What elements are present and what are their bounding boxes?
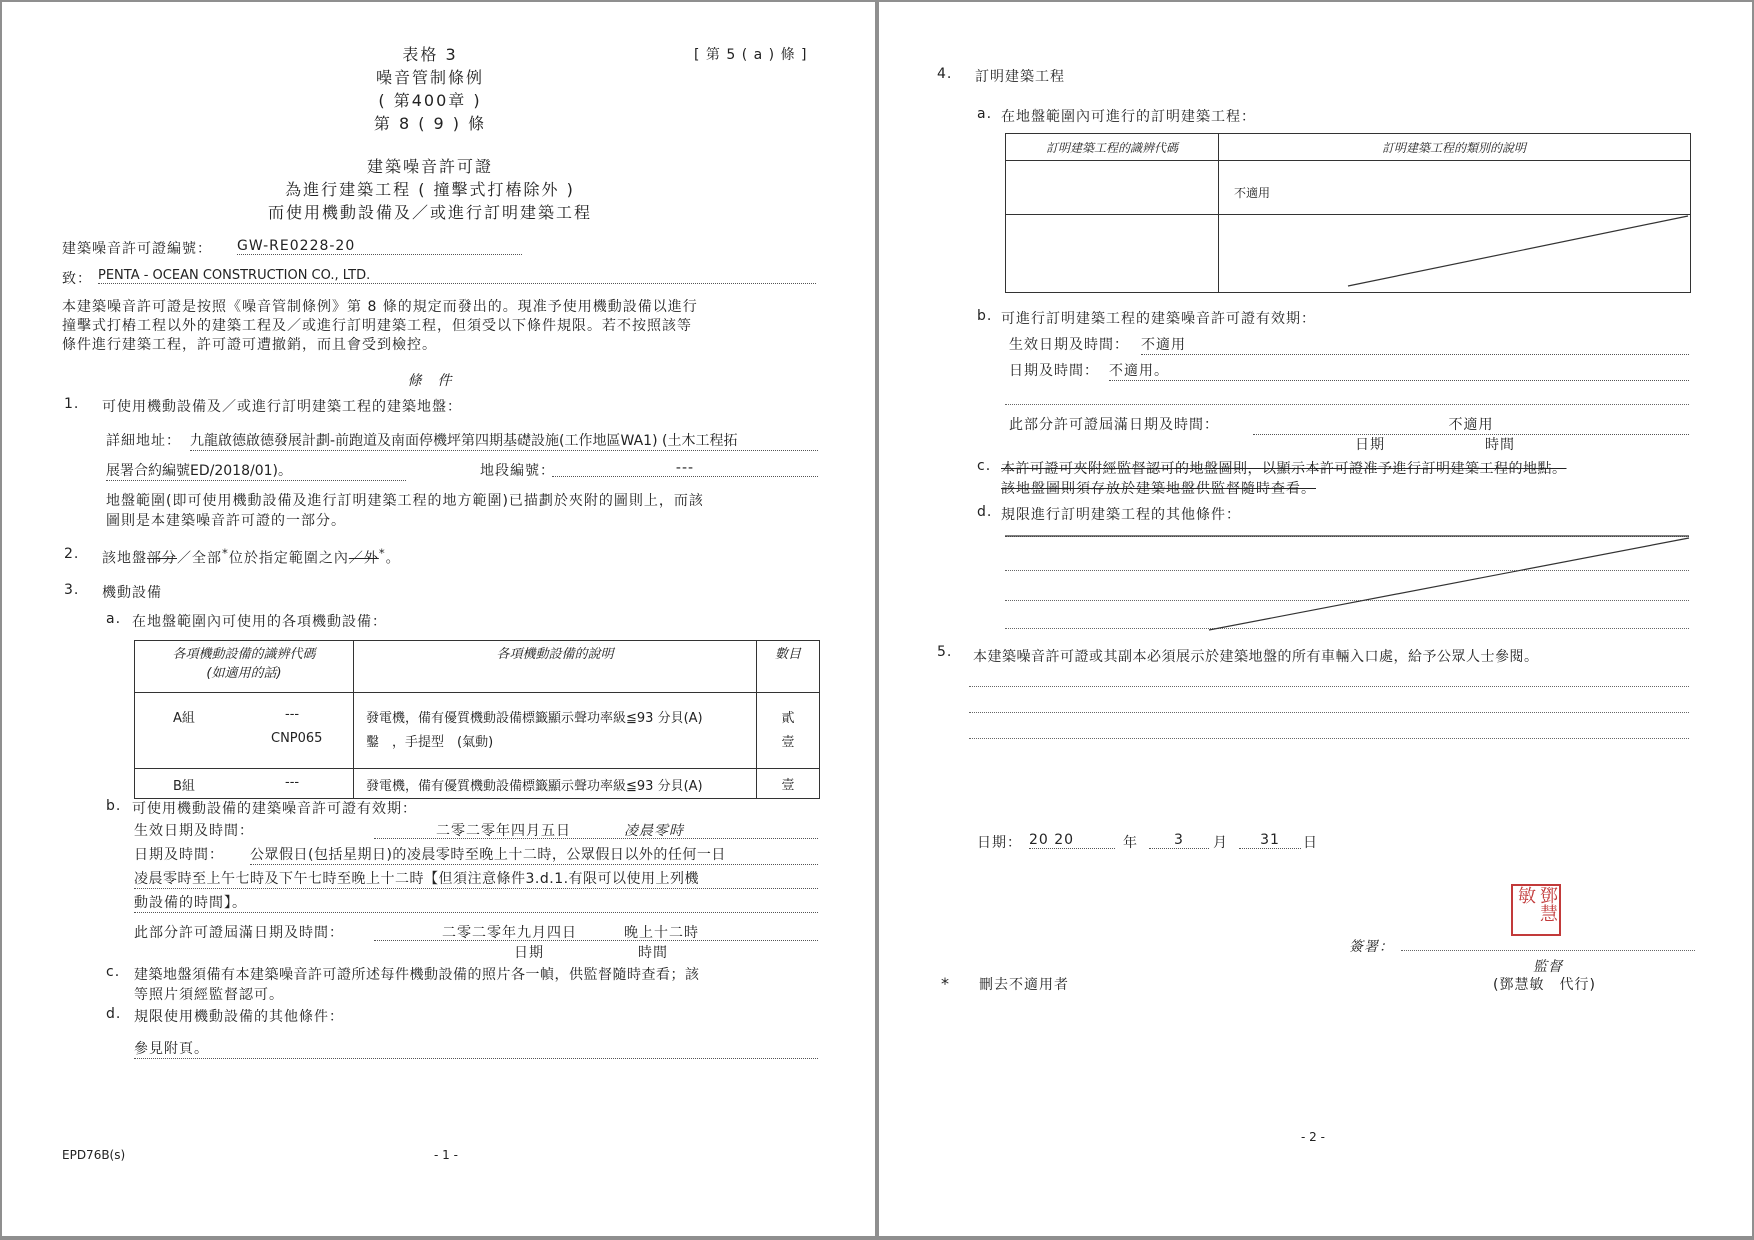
supervisor-title: 監督 <box>1533 959 1563 975</box>
equipment-expiry-time: 晚上十二時 <box>624 925 699 941</box>
c4-d-text: 規限進行訂明建築工程的其他條件： <box>1001 507 1241 523</box>
row-2-desc: 鑿 ，手提型 (氣動) <box>366 735 494 750</box>
works-expiry-label: 此部分許可證屆滿日期及時間： <box>1009 417 1219 433</box>
condition-4-title: 訂明建築工程 <box>975 69 1065 85</box>
issue-date-month: 3 <box>1149 832 1209 849</box>
c4-c-line-2: 該地盤圖則須存放於建築地盤供監督隨時查看。 <box>1001 481 1316 497</box>
code-header-line-1: 各項機動設備的識辨代碼 <box>172 647 316 662</box>
works-start-value: 不適用 <box>1141 334 1689 355</box>
day-label: 日 <box>1303 835 1318 851</box>
form-title: 表格 3 <box>402 45 458 64</box>
equipment-period-line-1: 公眾假日(包括星期日)的凌晨零時至晚上十二時，公眾假日以外的任何一日 <box>250 844 818 865</box>
c2-struck-outside: ／外 <box>348 550 379 567</box>
addressee-label: 致： <box>62 271 92 287</box>
permit-subtitle-1: 為進行建築工程 ( 撞擊式打樁除外 ) <box>285 180 575 199</box>
condition-5-text: 本建築噪音許可證或其副本必須展示於建築地盤的所有車輛入口處，給予公眾人士參閱。 <box>973 649 1539 665</box>
section-reference: [ 第 5 ( a ) 條 ] <box>694 47 808 63</box>
works-start-label: 生效日期及時間： <box>1009 337 1129 353</box>
c2-text-c: 位於指定範圍之內 <box>228 550 349 567</box>
equipment-expiry-date: 二零二零年九月四日 <box>442 925 577 941</box>
works-period-value: 不適用。 <box>1109 360 1689 381</box>
lot-number-label: 地段編號： <box>480 463 555 479</box>
works-code-header: 訂明建築工程的識辨代碼 <box>1045 141 1178 155</box>
condition-3-number: 3. <box>64 582 80 598</box>
works-date-caption: 日期 <box>1355 437 1385 453</box>
condition-2-text <box>102 546 401 568</box>
c2-asterisk: * <box>222 546 229 560</box>
blank-line <box>1005 404 1689 405</box>
permit-title: 建築噪音許可證 <box>366 157 494 176</box>
equipment-start-time: 凌晨零時 <box>624 823 684 839</box>
row-2-code: CNP065 <box>271 731 323 746</box>
condition-1-text: 可使用機動設備及／或進行訂明建築工程的建築地盤： <box>102 399 462 415</box>
conditions-strike-line <box>1005 532 1695 642</box>
works-desc-header: 訂明建築工程的類別的說明 <box>1381 141 1526 155</box>
row-3-desc: 發電機，備有優質機動設備標籤顯示聲功率級≦93 分貝(A) <box>366 779 703 794</box>
equipment-start-date: 二零二零年四月五日 <box>436 823 571 839</box>
issue-date-label: 日期： <box>977 835 1022 851</box>
addressee: PENTA - OCEAN CONSTRUCTION CO., LTD. <box>98 268 816 284</box>
c4-a-text: 在地盤範圍內可進行的訂明建築工程： <box>1001 109 1256 125</box>
equipment-code-header <box>135 641 354 693</box>
section: 第 8 ( 9 ) 條 <box>373 114 487 133</box>
condition-1-number: 1. <box>64 396 80 412</box>
row-3-code: --- <box>285 775 300 790</box>
document-page-1 <box>2 2 875 1236</box>
conditions-title: 條 件 <box>407 373 453 389</box>
c3-c-line-1: 建築地盤須備有本建築噪音許可證所述每件機動設備的照片各一幀，供監督隨時查看；該 <box>134 967 700 983</box>
site-text-2: 圖則是本建築噪音許可證的一部分。 <box>106 513 346 529</box>
c3-d-label: d. <box>106 1006 122 1022</box>
page-number-2: - 2 - <box>1301 1130 1325 1144</box>
row-2-qty: 壹 <box>781 735 795 750</box>
equipment-table <box>134 640 820 799</box>
issue-date-day: 31 <box>1239 832 1301 849</box>
c3-d-text: 規限使用機動設備的其他條件： <box>134 1009 344 1025</box>
equipment-period-line-3: 動設備的時間】。 <box>134 892 818 913</box>
condition-4-number: 4. <box>937 66 953 82</box>
c3-d-value: 參見附頁。 <box>134 1038 818 1059</box>
row-1-group: A組 <box>173 711 195 726</box>
lot-number: --- <box>552 460 818 477</box>
c2-text-b: ／全部 <box>177 550 222 567</box>
equipment-period-label: 日期及時間： <box>134 847 224 863</box>
signature-label: 簽署： <box>1349 939 1394 955</box>
equipment-start-value <box>374 820 818 839</box>
c3-a-text: 在地盤範圍內可使用的各項機動設備： <box>132 614 387 630</box>
c3-b-text: 可使用機動設備的建築噪音許可證有效期： <box>132 801 417 817</box>
signature-line <box>1401 950 1695 951</box>
table-row-3-code <box>135 769 354 799</box>
condition-5-number: 5. <box>937 644 953 660</box>
blank-line <box>969 686 1689 687</box>
c2-text-a: 該地盤 <box>102 550 147 567</box>
code-header-line-2: (如適用的話) <box>206 666 282 681</box>
equipment-period-line-2: 凌晨零時至上午七時及下午七時至晚上十二時【但須注意條件3.d.1.有限可以使用上列機 <box>134 868 818 889</box>
document-page-2 <box>879 2 1752 1236</box>
month-label: 月 <box>1213 835 1228 851</box>
row-3-group: B組 <box>173 779 195 794</box>
c3-c-label: c. <box>106 964 121 980</box>
c3-c-line-2: 等照片須經監督認可。 <box>134 987 284 1003</box>
address-line-1: 九龍啟德啟德發展計劃-前跑道及南面停機坪第四期基礎設施(工作地區WA1) (土木工程拓 <box>190 430 818 451</box>
official-seal: 鄧慧敏 <box>1511 884 1561 936</box>
equipment-expiry-value <box>374 922 818 941</box>
blank-line <box>969 712 1689 713</box>
row-1-qty: 貳 <box>781 711 795 726</box>
c4-b-label: b. <box>977 308 993 324</box>
permit-subtitle-2: 而使用機動設備及／或進行訂明建築工程 <box>267 203 593 222</box>
c4-d-label: d. <box>977 504 993 520</box>
equipment-start-label: 生效日期及時間： <box>134 823 254 839</box>
table-row-1-desc <box>354 693 757 769</box>
ordinance-title: 噪音管制條例 <box>375 68 485 87</box>
condition-2-number: 2. <box>64 546 80 562</box>
c4-c-label: c. <box>977 458 992 474</box>
date-caption: 日期 <box>514 945 544 961</box>
row-3-qty: 壹 <box>757 769 820 799</box>
c4-a-label: a. <box>977 106 993 122</box>
permit-number-label: 建築噪音許可證編號： <box>62 241 212 257</box>
form-code: EPD76B(s) <box>62 1148 126 1162</box>
c2-text-d: 。 <box>385 550 401 567</box>
address-label: 詳細地址： <box>106 433 181 449</box>
site-text-1: 地盤範圍(即可使用機動設備及進行訂明建築工程的地方範圍)已描劃於夾附的圖則上，而該 <box>106 493 704 509</box>
permit-number: GW-RE0228-20 <box>237 238 522 255</box>
row-1-desc: 發電機，備有優質機動設備標籤顯示聲功率級≦93 分貝(A) <box>366 711 703 726</box>
page-number-1: - 1 - <box>434 1148 458 1162</box>
works-expiry-value: 不適用 <box>1253 414 1689 435</box>
issue-date-year: 20 20 <box>1029 832 1115 849</box>
equipment-qty-header: 數目 <box>757 641 820 693</box>
works-not-applicable: 不適用 <box>1234 186 1271 200</box>
table-row-3-desc <box>354 769 757 799</box>
c4-b-text: 可進行訂明建築工程的建築噪音許可證有效期： <box>1001 311 1316 327</box>
equipment-expiry-label: 此部分許可證屆滿日期及時間： <box>134 925 344 941</box>
table-header-divider <box>1006 160 1690 161</box>
table-row <box>135 769 820 799</box>
c4-c-line-1: 本許可證可夾附經監督認可的地盤圖則，以顯示本許可證准予進行訂明建築工程的地點。 <box>1001 461 1567 477</box>
c2-asterisk-2: * <box>378 546 386 560</box>
time-caption: 時間 <box>638 945 668 961</box>
intro-line-3: 條件進行建築工程，許可證可遭撤銷，而且會受到檢控。 <box>62 337 437 353</box>
blank-line <box>969 738 1689 739</box>
c3-a-label: a. <box>106 611 122 627</box>
chapter: ( 第400章 ) <box>378 91 482 110</box>
address-line-2: 展署合約編號ED/2018/01)。 <box>106 460 406 481</box>
asterisk-note-symbol: * <box>941 974 950 993</box>
equipment-desc-header: 各項機動設備的說明 <box>354 641 757 693</box>
year-label: 年 <box>1123 835 1138 851</box>
c2-struck-part: 部分 <box>147 550 177 567</box>
works-time-caption: 時間 <box>1485 437 1515 453</box>
condition-3-title: 機動設備 <box>102 585 162 601</box>
signer-name: (鄧慧敏 代行) <box>1493 977 1596 993</box>
prescribed-works-table <box>1005 133 1691 293</box>
table-row-1-qty <box>757 693 820 769</box>
intro-line-1: 本建築噪音許可證是按照《噪音管制條例》第 8 條的規定而發出的。現准予使用機動設備以進行 <box>62 299 698 315</box>
table-row-1-code <box>135 693 354 769</box>
table-strike-line <box>1218 214 1690 292</box>
strike-out-note: 刪去不適用者 <box>979 977 1069 993</box>
c3-b-label: b. <box>106 798 122 814</box>
row-1-code: --- <box>285 707 300 722</box>
works-period-label: 日期及時間： <box>1009 363 1099 379</box>
intro-line-2: 撞擊式打樁工程以外的建築工程及／或進行訂明建築工程，但須受以下條件規限。若不按照該等 <box>62 318 692 334</box>
